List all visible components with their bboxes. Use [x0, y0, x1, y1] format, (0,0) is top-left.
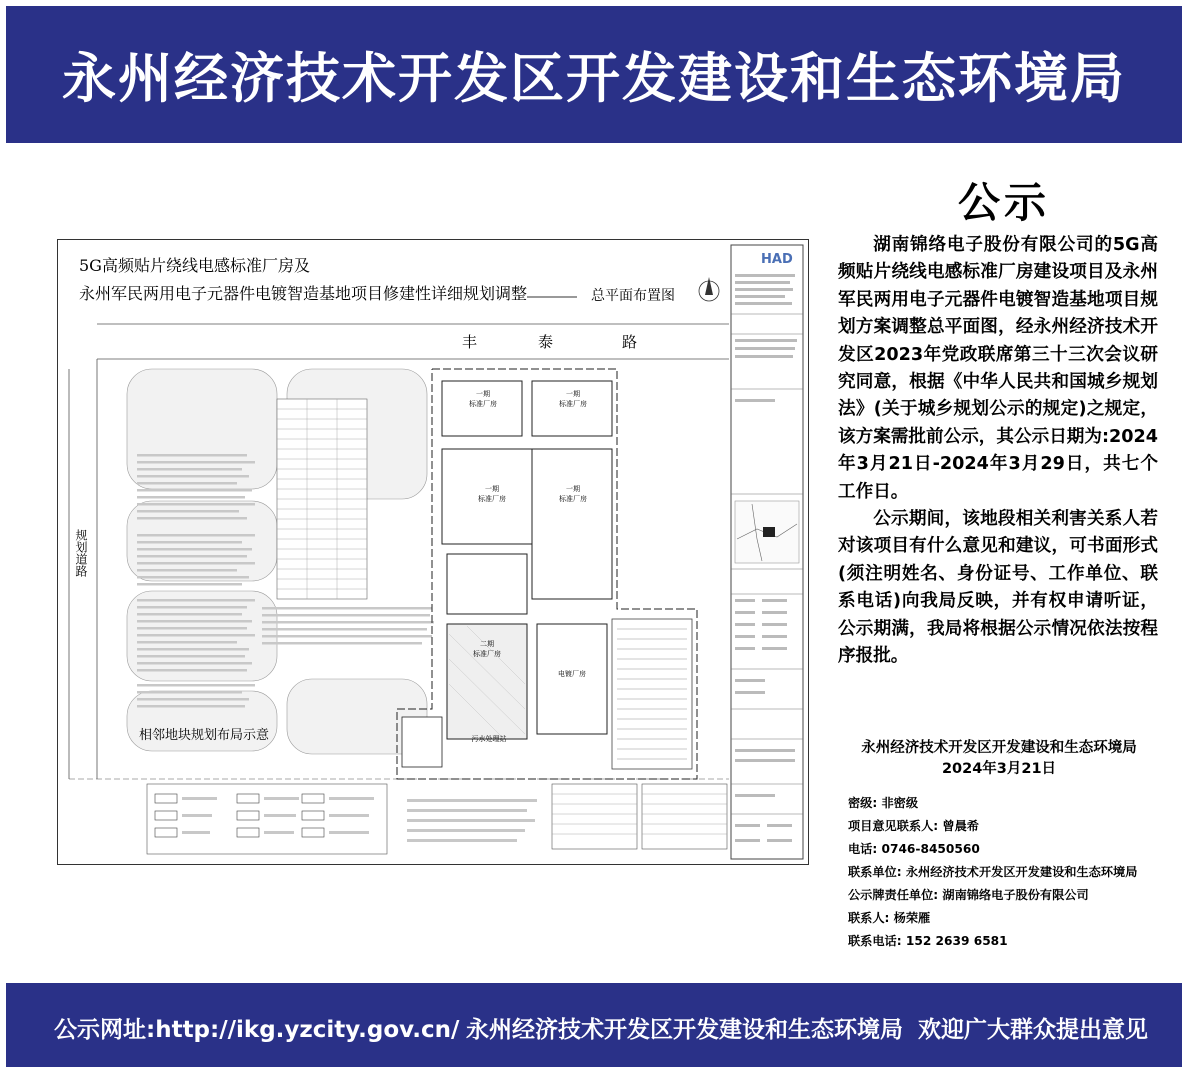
notice-body: [838, 232, 1158, 671]
plan-title-line1: 5G高频贴片绕线电感标准厂房及: [79, 256, 310, 275]
road-label-3: 路: [622, 333, 638, 351]
building-label: 一期 标准厂房: [469, 390, 497, 408]
neighbor-layout-label: 相邻地块规划布局示意: [139, 728, 270, 743]
building-label: 污水处理站: [471, 735, 507, 743]
footer-banner: [6, 983, 1182, 1067]
contact-unit: 联系单位: 永州经济技术开发区开发建设和生态环境局: [848, 865, 1138, 879]
opinion-phone: 电话: 0746-8450560: [848, 842, 980, 856]
road-label-1: 丰: [462, 333, 478, 351]
building-label: 二期 标准厂房: [473, 640, 501, 658]
header-title: 永州经济技术开发区开发建设和生态环境局: [62, 47, 1126, 110]
notice-paragraph-1: 湖南锦络电子股份有限公司的5G高频贴片绕线电感标准厂房建设项目及永州军民两用电子元器件电镀智造基地项目规划方案调整总平面图，经永州经济技术开发区2023年党政联席第三十三次会议研究同意，根据《中华人民共和国城乡规划法》(关于城乡规划公示的规定)之规定，该方案需批前公示，其公示日期为:2024年3月21日-2024年3月29日，共七个工作日。: [838, 235, 1158, 502]
plan-title-suffix: 总平面布置图: [591, 288, 675, 304]
signature-date: 2024年3月21日: [941, 761, 1057, 777]
contact-info: [848, 792, 1137, 953]
signature-org: 永州经济技术开发区开发建设和生态环境局: [861, 740, 1137, 756]
footer-welcome: 欢迎广大群众提出意见: [918, 1017, 1148, 1043]
secrecy-level: 密级: 非密级: [848, 796, 919, 810]
road-label-2: 泰: [538, 333, 554, 351]
responsible-unit: 公示牌责任单位: 湖南锦络电子股份有限公司: [848, 888, 1089, 902]
footer-website: 公示网址:http://ikg.yzcity.gov.cn/: [54, 1017, 460, 1043]
notice-paragraph-2: 公示期间，该地段相关利害关系人若对该项目有什么意见和建议，可书面形式(须注明姓名、身份证号、工作单位、联系电话)向我局反映，并有权申请听证，公示期满，我局将根据公示情况依法按程序报批。: [838, 509, 1158, 667]
plan-title-line2: 永州军民两用电子元器件电镀智造基地项目修建性详细规划调整: [79, 284, 528, 303]
site-plan-drawing: [57, 239, 809, 865]
road-label-left: 规划道路: [74, 529, 88, 577]
site-plan-svg: [57, 239, 809, 865]
notice-heading: 公示: [958, 178, 1051, 227]
contact-phone: 联系电话: 152 2639 6581: [848, 934, 1008, 948]
building-label: 一期 标准厂房: [559, 390, 587, 408]
building-label: 一期 标准厂房: [559, 485, 587, 503]
building-label: 电镀厂房: [558, 670, 586, 678]
footer-org: 永州经济技术开发区开发建设和生态环境局: [466, 1017, 903, 1043]
header-banner: [6, 6, 1182, 143]
logo-text: HAD: [761, 252, 793, 267]
contact-person: 联系人: 杨荣雁: [848, 911, 931, 925]
opinion-contact: 项目意见联系人: 曾晨希: [848, 819, 979, 833]
building-label: 一期 标准厂房: [478, 485, 506, 503]
